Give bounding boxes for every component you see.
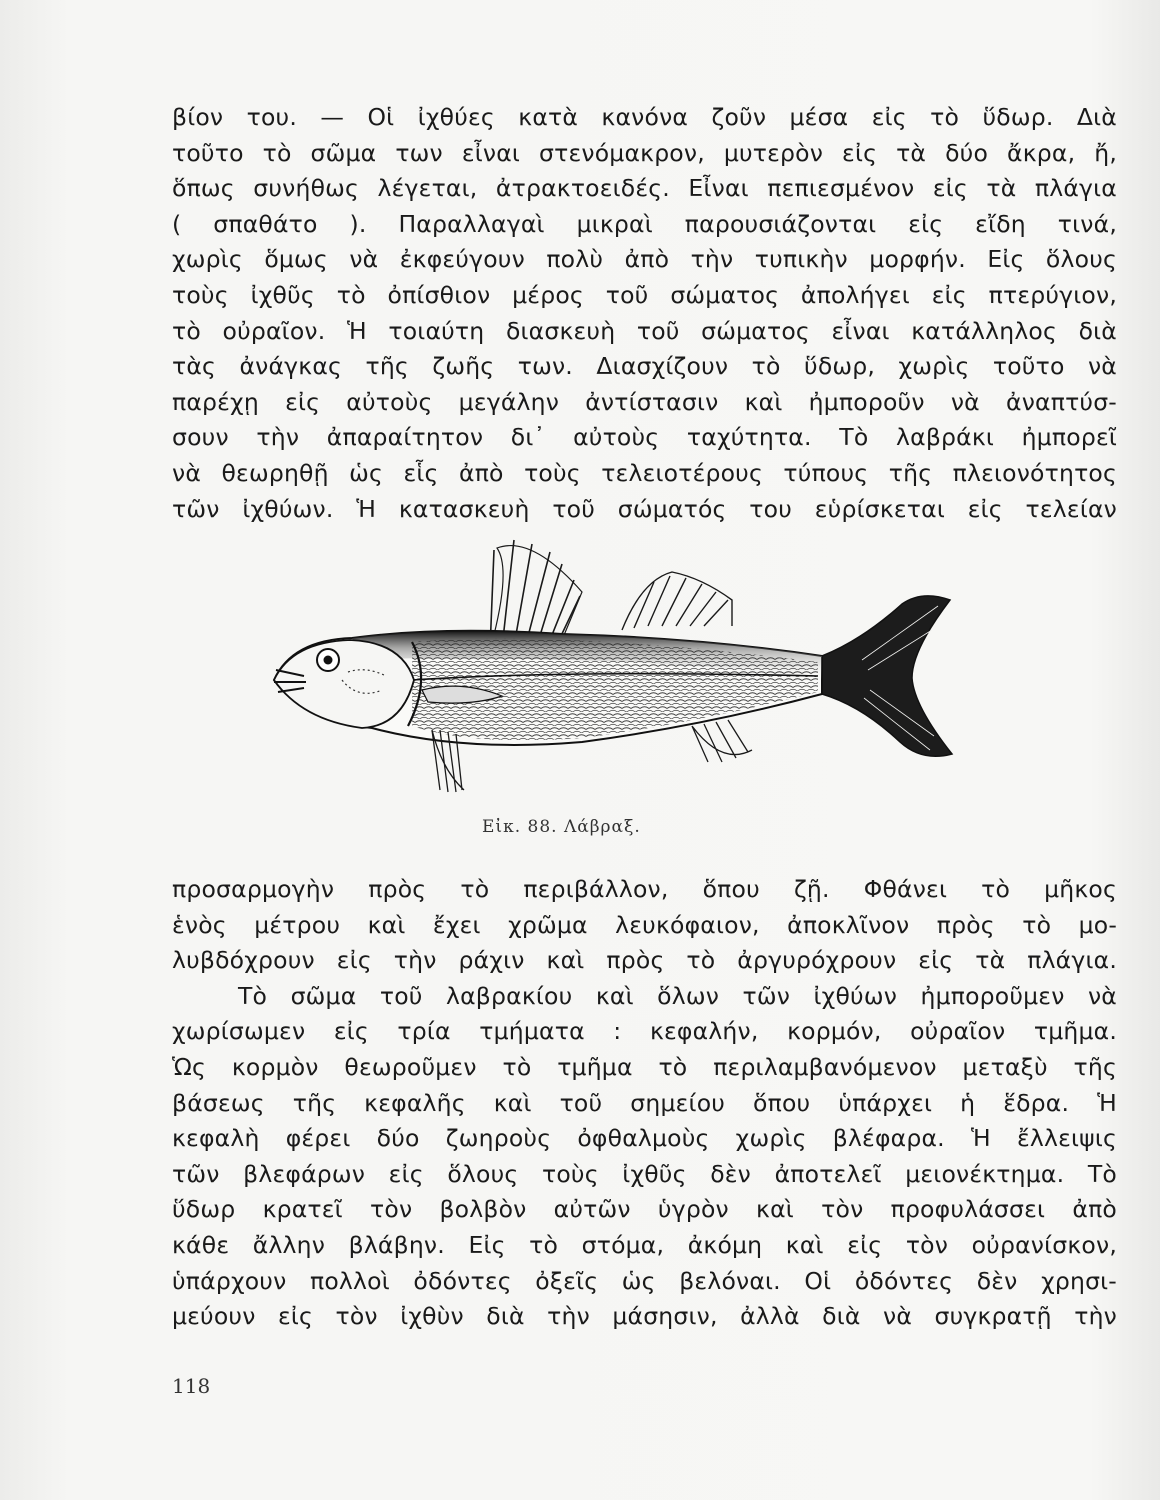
text-line: ὅπως συνήθως λέγεται, ἀτρακτοειδές. Εἶναι πεπιεσμένον εἰς τὰ πλάγια: [172, 174, 1117, 203]
text-line: σουν τὴν ἀπαραίτητον δι᾽ αὐτοὺς ταχύτητα. Τὸ λαβράκι ἠμπορεῖ: [172, 423, 1117, 452]
text-line: κεφαλὴ φέρει δύο ζωηροὺς ὀφθαλμοὺς χωρὶς βλέφαρα. Ἡ ἔλλειψις: [172, 1124, 1117, 1153]
text-line: Τὸ σῶμα τοῦ λαβρακίου καὶ ὅλων τῶν ἰχθύων ἠμποροῦμεν νὰ: [238, 981, 1117, 1010]
text-line: τῶν βλεφάρων εἰς ὅλους τοὺς ἰχθῦς δὲν ἀποτελεῖ μειονέκτημα. Τὸ: [172, 1159, 1117, 1188]
text-line: χωρὶς ὅμως νὰ ἐκφεύγουν πολὺ ἀπὸ τὴν τυπικὴν μορφήν. Εἰς ὅλους: [172, 245, 1117, 274]
text-line: βάσεως τῆς κεφαλῆς καὶ τοῦ σημείου ὅπου ὑπάρχει ἡ ἕδρα. Ἡ: [172, 1088, 1117, 1117]
fish-drawing: [262, 530, 962, 815]
fish-illustration: [262, 530, 962, 815]
paragraph-bottom: [172, 872, 1117, 1335]
text-line: τὸ οὐραῖον. Ἡ τοιαύτη διασκευὴ τοῦ σώματος εἶναι κατάλληλος διὰ: [172, 316, 1117, 345]
text-line: παρέχῃ εἰς αὐτοὺς μεγάλην ἀντίστασιν καὶ ἠμποροῦν νὰ ἀναπτύσ-: [172, 387, 1117, 416]
text-line: χωρίσωμεν εἰς τρία τμήματα : κεφαλήν, κορμόν, οὐραῖον τμῆμα.: [172, 1017, 1117, 1046]
page-number: 118: [172, 1374, 211, 1398]
text-line: κάθε ἄλλην βλάβην. Εἰς τὸ στόμα, ἀκόμη καὶ εἰς τὸν οὐρανίσκον,: [172, 1230, 1117, 1259]
text-line: ὑπάρχουν πολλοὶ ὀδόντες ὀξεῖς ὡς βελόναι. Οἱ ὀδόντες δὲν χρησι-: [172, 1266, 1117, 1295]
text-line: ὕδωρ κρατεῖ τὸν βολβὸν αὐτῶν ὑγρὸν καὶ τὸν προφυλάσσει ἀπὸ: [172, 1195, 1117, 1224]
text-line: τῶν ἰχθύων. Ἡ κατασκευὴ τοῦ σώματός του εὑρίσκεται εἰς τελείαν: [172, 494, 1117, 523]
text-line: προσαρμογὴν πρὸς τὸ περιβάλλον, ὅπου ζῇ. Φθάνει τὸ μῆκος: [172, 875, 1117, 903]
text-line: ( σπαθάτο ). Παραλλαγαὶ μικραὶ παρουσιάζονται εἰς εἴδη τινά,: [172, 209, 1117, 238]
figure-caption: Εἰκ. 88. Λάβραξ.: [482, 817, 641, 837]
text-line: Ὡς κορμὸν θεωροῦμεν τὸ τμῆμα τὸ περιλαμβανόμενον μεταξὺ τῆς: [172, 1052, 1117, 1081]
tail-fin: [822, 596, 952, 756]
text-line: ἑνὸς μέτρου καὶ ἔχει χρῶμα λευκόφαιον, ἀποκλῖνον πρὸς τὸ μο-: [172, 910, 1117, 939]
text-line: βίον του. — Οἱ ἰχθύες κατὰ κανόνα ζοῦν μέσα εἰς τὸ ὕδωρ. Διὰ: [172, 103, 1117, 131]
text-line: τοὺς ἰχθῦς τὸ ὀπίσθιον μέρος τοῦ σώματος ἀπολήγει εἰς πτερύγιον,: [172, 280, 1117, 309]
anal-fin: [692, 720, 752, 762]
text-line: τὰς ἀνάγκας τῆς ζωῆς των. Διασχίζουν τὸ ὕδωρ, χωρὶς τοῦτο νὰ: [172, 352, 1117, 381]
text-line: λυβδόχρουν εἰς τὴν ράχιν καὶ πρὸς τὸ ἀργυρόχρουν εἰς τὰ πλάγια.: [172, 946, 1117, 975]
text-line: τοῦτο τὸ σῶμα των εἶναι στενόμακρον, μυτερὸν εἰς τὰ δύο ἄκρα, ἤ,: [172, 138, 1117, 167]
paragraph-top: [172, 100, 1117, 527]
text-line: νὰ θεωρηθῇ ὡς εἷς ἀπὸ τοὺς τελειοτέρους τύπους τῆς πλειονότητος: [172, 458, 1117, 487]
text-line: μεύουν εἰς τὸν ἰχθὺν διὰ τὴν μάσησιν, ἀλλὰ διὰ νὰ συγκρατῇ τὴν: [172, 1302, 1117, 1331]
dorsal-fin-rear: [622, 572, 732, 630]
